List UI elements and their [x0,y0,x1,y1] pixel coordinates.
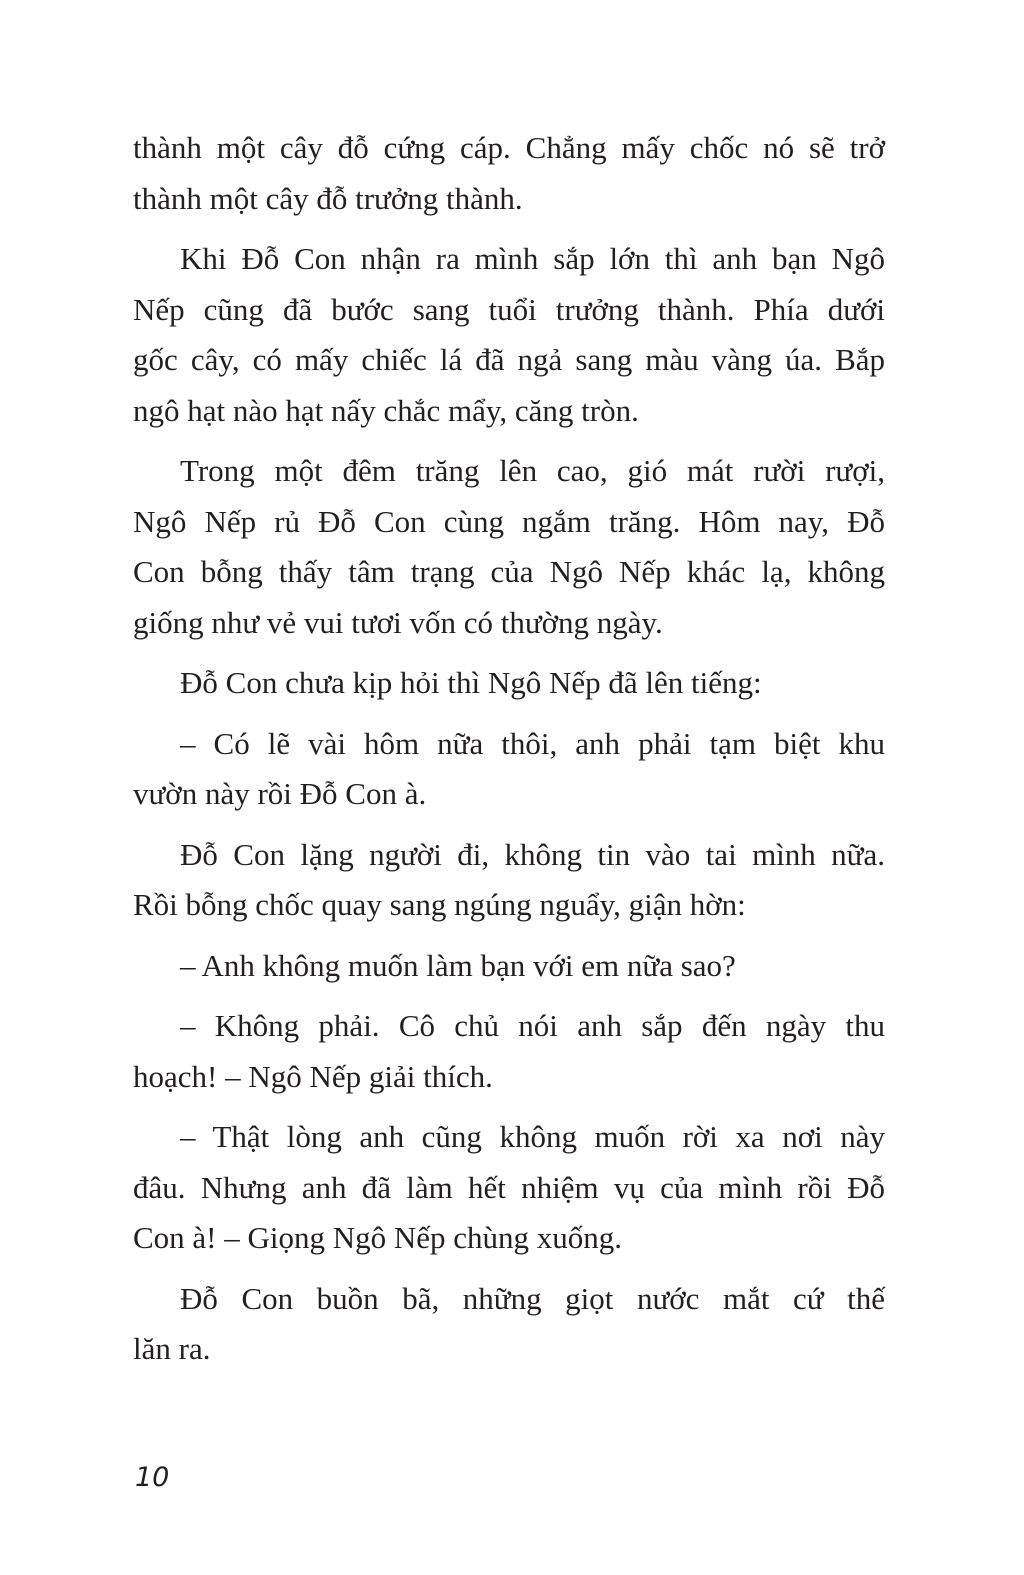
paragraph [133,123,885,224]
text-line: Đỗ Con lặng người đi, không tin vào tai mình nữa. [180,836,885,872]
text-line: đâu. Nhưng anh đã làm hết nhiệm vụ của mình rồi Đỗ [133,1169,885,1205]
paragraph [133,446,885,648]
paragraph [133,1112,885,1264]
paragraph [133,719,885,820]
text-line: Trong một đêm trăng lên cao, gió mát rười rượi, [180,453,885,488]
text-line: Đỗ Con chưa kịp hỏi thì Ngô Nếp đã lên tiếng: [180,665,762,700]
paragraph [133,830,885,931]
text-line: vườn này rồi Đỗ Con à. [133,776,427,811]
text-line: Đỗ Con buồn bã, những giọt nước mắt cứ thế [180,1280,885,1316]
text-line: hoạch! – Ngô Nếp giải thích. [133,1058,493,1094]
text-line: gốc cây, có mấy chiếc lá đã ngả sang màu vàng úa. Bắp [133,342,885,377]
page-body-text [133,123,885,1385]
paragraph [133,1001,885,1102]
text-line: thành một cây đỗ trưởng thành. [133,180,523,216]
text-line: Con bỗng thấy tâm trạng của Ngô Nếp khác lạ, không [133,554,885,589]
text-line: – Có lẽ vài hôm nữa thôi, anh phải tạm biệt khu [180,725,885,761]
text-line: thành một cây đỗ cứng cáp. Chẳng mấy chốc nó sẽ trở [133,130,885,165]
text-line: – Thật lòng anh cũng không muốn rời xa nơi này [180,1119,885,1154]
text-line: Con à! – Giọng Ngô Nếp chùng xuống. [133,1220,623,1255]
paragraph [133,941,885,992]
text-line: giống như vẻ vui tươi vốn có thường ngày. [133,604,663,640]
text-line: – Không phải. Cô chủ nói anh sắp đến ngày thu [180,1008,885,1043]
text-line: lăn ra. [133,1331,211,1366]
text-line: ngô hạt nào hạt nấy chắc mẩy, căng tròn. [133,392,639,428]
text-line: Ngô Nếp rủ Đỗ Con cùng ngắm trăng. Hôm nay, Đỗ [133,503,885,539]
text-line: Rồi bỗng chốc quay sang ngúng nguẩy, giận hờn: [133,887,746,922]
page-number: 10 [135,1462,170,1493]
paragraph [133,658,885,709]
text-line: – Anh không muốn làm bạn với em nữa sao? [180,947,736,983]
paragraph [133,234,885,436]
paragraph [133,1274,885,1375]
text-line: Khi Đỗ Con nhận ra mình sắp lớn thì anh bạn Ngô [180,241,885,276]
text-line: Nếp cũng đã bước sang tuổi trưởng thành. Phía dưới [133,291,885,327]
